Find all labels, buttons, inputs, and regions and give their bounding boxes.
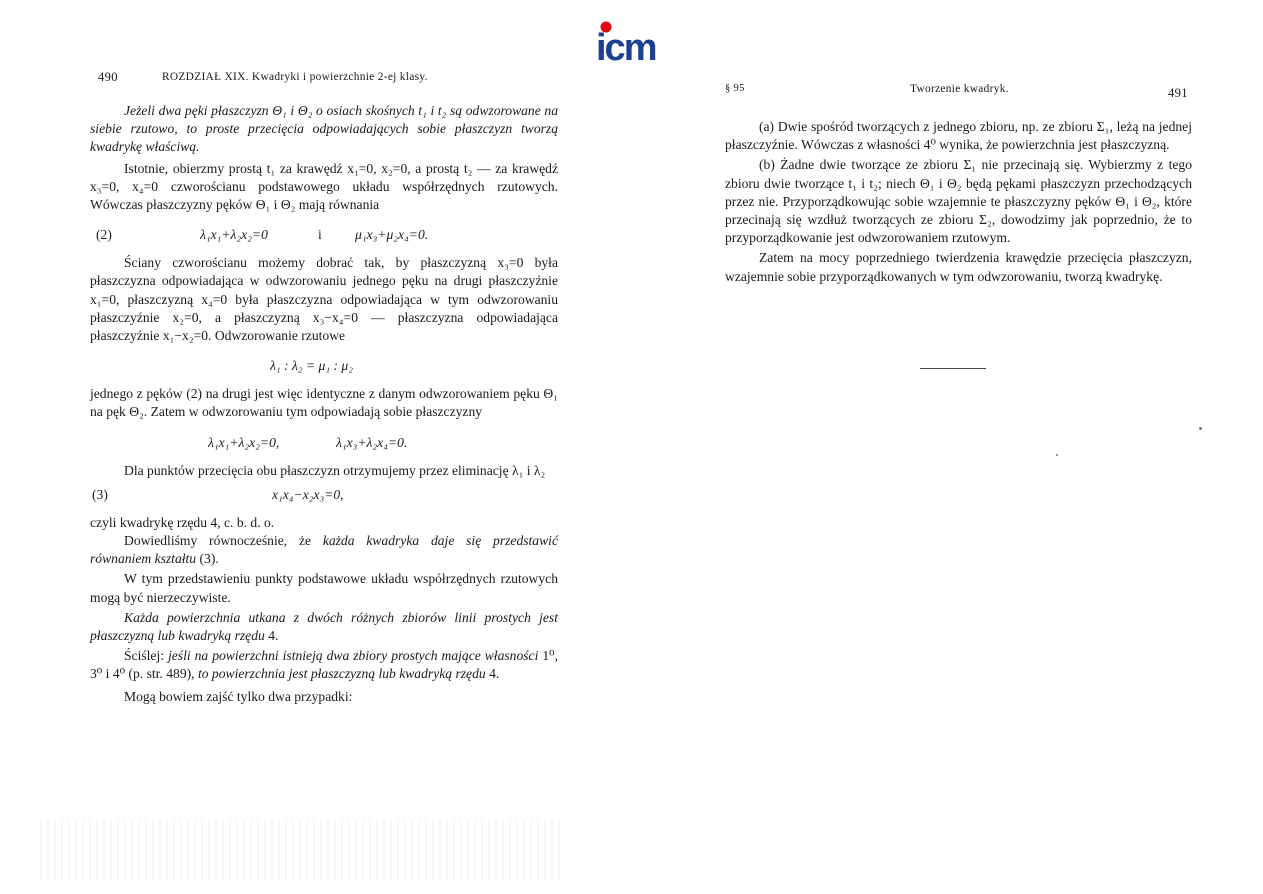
equation-ratio — [90, 357, 558, 377]
theorem-2-precise — [90, 647, 558, 683]
theorem-2-tail: 4. — [264, 628, 279, 644]
equation-3 — [90, 486, 558, 506]
proof-paragraph-2: Ściany czworościanu możemy dobrać tak, by płaszczyzną x₃=0 była płaszczyzna odpowiadająca w odwzorowaniu jednego pęku na drugi płaszczyźnie x₁=0, płaszczyzną x₄=0 była płaszczyzna odpowiadająca w tym odwzorowaniu płaszczyźnie x₂=0, a płaszczyzną x₃−x₄=0 — płaszczyzna odpowiadająca płaszczyźnie x₁−x₂=0. Odwzorowanie rzutowe — [90, 255, 558, 344]
theorem-2-italic: Każda powierzchnia utkana z dwóch różnych zbiorów linii prostych jest płaszczyzną lub kwadryką rzędu — [90, 609, 558, 644]
scan-grain — [40, 820, 560, 880]
corollary-lead: Dowiedliśmy równocześnie, że — [124, 533, 323, 549]
precise-tail: 4. — [485, 666, 500, 682]
conclusion-paragraph: Zatem na mocy poprzedniego twierdzenia krawędzie przecięcia płaszczyzn, wzajemnie sobie przyporządkowanych w tym odwzorowaniu, tworzą kwadrykę. — [725, 250, 1192, 284]
end-rule — [920, 368, 986, 369]
equation-planes-a: λ₁x₁+λ₂x₂=0, — [208, 434, 280, 450]
precise-italic-b: to powierzchnia jest płaszczyzną lub kwadryką rzędu — [197, 666, 486, 682]
corollary-paragraph — [90, 532, 558, 568]
running-title-left: ROZDZIAŁ XIX. Kwadryki i powierzchnie 2-ej klasy. — [162, 71, 428, 83]
equation-planes-b: λ₁x₃+λ₂x₄=0. — [336, 434, 408, 450]
right-page-header — [725, 80, 1192, 100]
theorem-text: Jeżeli dwa pęki płaszczyzn Θ₁ i Θ₂ o osiach skośnych t₁ i t₂ są odwzorowane na siebie rzutowo, to proste przecięcia odpowiadających sobie płaszczyzn tworzą kwadrykę właściwą. — [90, 103, 558, 155]
precise-italic-a: jeśli na powierzchni istnieją dwa zbiory prostych mające własności — [168, 648, 539, 664]
equation-ratio-body: λ₁ : λ₂ = μ₁ : μ₂ — [270, 358, 353, 374]
page-number-right: 491 — [1168, 86, 1188, 100]
logo-text: icm — [596, 27, 656, 66]
theorem-2-paragraph — [90, 609, 558, 645]
icm-logo — [596, 18, 676, 66]
page-number-left: 490 — [98, 70, 118, 84]
remark-paragraph: W tym przedstawieniu punkty podstawowe układu współrzędnych rzutowych mogą być nierzeczywiste. — [90, 571, 558, 605]
proof-paragraph-5: czyli kwadrykę rzędu 4, c. b. d. o. — [90, 514, 275, 530]
proof-paragraph-3: jednego z pęków (2) na drugi jest więc identyczne z danym odwzorowaniem pęku Θ₁ na pęk Θ₂. Zatem w odwzorowaniu tym odpowiadają sobie płaszczyzny — [90, 386, 558, 420]
left-page — [90, 68, 558, 706]
equation-number-2: (2) — [96, 227, 112, 243]
section-number: § 95 — [725, 83, 745, 94]
equation-3-body: x₁x₄−x₂x₃=0, — [272, 486, 344, 502]
equation-2-left: λ₁x₁+λ₂x₂=0 — [200, 227, 268, 243]
case-b-paragraph: (b) Żadne dwie tworzące ze zbioru Σ₁ nie przecinają się. Wybierzmy z tego zbioru dwie tworzące t₁ i t₂; niech Θ₁ i Θ₂ będą pękami płaszczyzn przechodzących przez nie. Przyporządkowując sobie wzajemnie te płaszczyzny pęków Θ₁ i Θ₂, które przecinają się wzdłuż tworzących ze zbioru Σ₂, dowodzimy jak poprzednio, że to przyporządkowanie jest odwzorowaniem rzutowym. — [725, 157, 1192, 246]
scan-speck — [1056, 454, 1058, 456]
equation-2-conjunction: i — [318, 227, 322, 243]
scan-speck — [1199, 427, 1202, 430]
equation-2-right: μ₁x₃+μ₂x₄=0. — [355, 227, 429, 243]
precise-lead: Ściślej: — [124, 648, 168, 664]
corollary-tail: (3). — [196, 551, 219, 567]
proof-paragraph-4: Dla punktów przecięcia obu płaszczyzn otrzymujemy przez eliminację λ₁ i λ₂ — [124, 462, 546, 478]
proof-paragraph-1: Istotnie, obierzmy prostą t₁ za krawędź x₁=0, x₂=0, a prostą t₂ — za krawędź x₃=0, x₄=0 czworościanu podstawowego układu współrzędnych rzutowych. Wówczas płaszczyzny pęków Θ₁ i Θ₂ mają równania — [90, 160, 558, 213]
precise-mid: 1⁰, 3⁰ i 4⁰ (p. str. 489), — [90, 648, 558, 682]
cases-intro: Mogą bowiem zajść tylko dwa przypadki: — [124, 688, 353, 704]
case-a-paragraph: (a) Dwie spośród tworzących z jednego zbioru, np. ze zbioru Σ₁, leżą na jednej płaszczyźnie. Wówczas z własności 4⁰ wynika, że powierzchnia jest płaszczyzną. — [725, 119, 1192, 153]
equation-number-3: (3) — [92, 486, 108, 502]
left-page-header — [90, 68, 558, 88]
corollary-italic: każda kwadryka daje się przedstawić równaniem kształtu — [90, 533, 558, 567]
running-title-right: Tworzenie kwadryk. — [910, 83, 1009, 95]
equation-planes — [90, 434, 558, 454]
equation-2 — [90, 226, 558, 246]
right-page — [725, 80, 1192, 286]
